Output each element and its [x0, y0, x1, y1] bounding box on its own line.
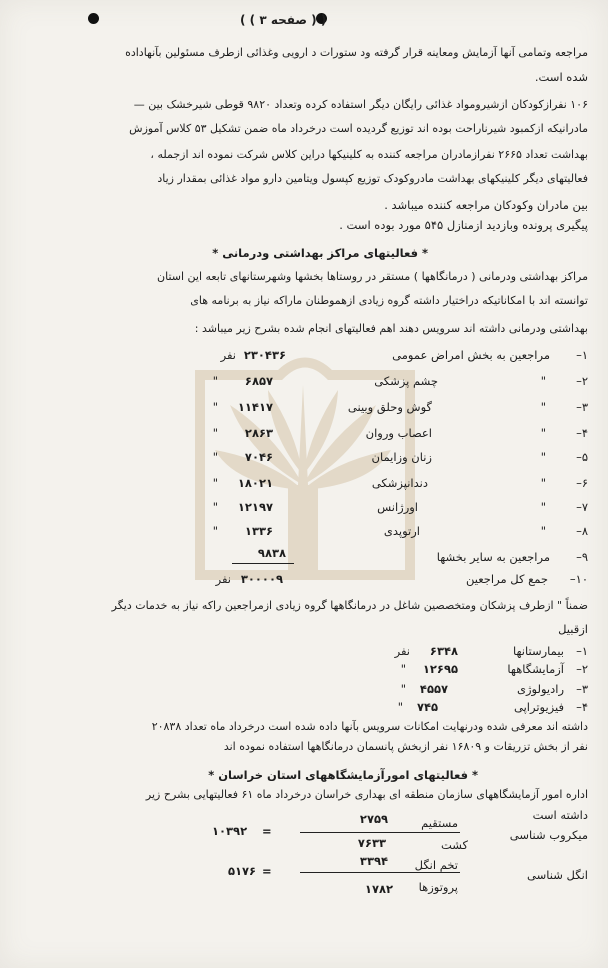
stat-ditto: " — [540, 400, 546, 414]
stat-value: ۱۲۱۹۷ — [237, 500, 273, 514]
service-label: فیزیوتراپی — [514, 700, 564, 714]
paragraph-line: پیگیری پرونده وبازدید ازمنازل ۵۴۵ مورد بوده است . — [339, 218, 588, 232]
stat-ditto: " — [540, 500, 546, 514]
service-number: ۳– — [576, 682, 588, 696]
service-value: ۷۴۵ — [416, 700, 438, 714]
service-number: ۲– — [576, 662, 588, 676]
stat-value: ۶۸۵۷ — [244, 374, 273, 388]
micro-fraction-line — [300, 832, 460, 833]
stat-number: ۴– — [576, 426, 588, 440]
service-number: ۴– — [576, 700, 588, 714]
service-value: ۶۳۴۸ — [429, 644, 458, 658]
section-line: توانسته اند با امکاناتیکه دراختیار داشته گروه زیادی ازهموطنان ماراکه نیاز به برنامه های — [190, 294, 588, 307]
stat-value: ۹۸۳۸ — [257, 546, 286, 560]
stat-value: ۱۱۴۱۷ — [237, 400, 273, 414]
stat-ditto: " — [540, 426, 546, 440]
punch-hole-left-icon — [88, 13, 99, 24]
paragraph-line: ۱۰۶ نفرازکودکان ازشیرومواد غذائی رایگان دیگر استفاده کرده وتعداد ۹۸۲۰ قوطی شیرخشک بین — — [133, 98, 588, 111]
section-line: ضمناً " ازطرف پزشکان ومتخصصین شاغل در درمانگاهها گروه زیادی ازمراجعین راکه نیاز به خدمات دیگر — [111, 599, 588, 612]
stat-label: زنان وزایمان — [371, 450, 432, 464]
service-unit: " — [400, 682, 406, 696]
stat-unit: " — [212, 500, 218, 514]
stat-label: اعصاب وروان — [365, 426, 432, 440]
stat-label: دندانپزشکی — [371, 476, 428, 490]
micro-result: ۱۰۳۹۲ — [212, 824, 248, 838]
micro-bottom-label: کشت — [440, 838, 468, 852]
parasite-top-value: ۳۳۹۴ — [359, 854, 388, 868]
intro-line-2: شده است. — [534, 70, 588, 84]
micro-top-value: ۲۷۵۹ — [359, 812, 388, 826]
section-title-health-centers: * فعالیتهای مراکز بهداشتی ودرمانی * — [212, 246, 428, 260]
parasite-result: ۵۱۷۶ — [228, 864, 257, 878]
parasite-fraction-line — [300, 872, 460, 873]
paragraph-line: فعالیتهای دیگر کلینیکهای بهداشت مادروکودک توزیع کپسول ویتامین دارو مواد غذائی بمقدار زیاد — [157, 172, 588, 185]
stat-unit: " — [212, 426, 218, 440]
stat-value: ۱۸۰۲۱ — [237, 476, 273, 490]
service-value: ۴۵۵۷ — [419, 682, 448, 696]
total-underline — [232, 563, 294, 564]
service-unit: " — [400, 662, 406, 676]
stat-ditto: " — [540, 450, 546, 464]
stat-unit: " — [212, 476, 218, 490]
section-title-labs: * فعالیتهای امورآزمایشگاههای استان خراسان * — [208, 768, 478, 782]
parasite-label: انگل شناسی — [527, 868, 588, 882]
stat-value: ۲۸۶۳ — [244, 426, 273, 440]
stat-label: مراجعین به بخش امراض عمومی — [392, 348, 550, 362]
stat-unit: " — [212, 400, 218, 414]
service-unit: " — [397, 700, 403, 714]
section-line: بهداشتی ودرمانی داشته اند سرویس دهند اهم فعالیتهای انجام شده بشرح زیر میباشد : — [194, 322, 588, 335]
service-label: رادیولوژی — [516, 682, 564, 696]
stat-unit: " — [212, 374, 218, 388]
stat-value: ۳۰۰۰۰۹ — [240, 572, 283, 586]
stat-label: جمع کل مراجعین — [466, 572, 548, 586]
micro-bottom-value: ۷۶۳۳ — [357, 836, 386, 850]
parasite-bottom-value: ۱۷۸۲ — [364, 882, 393, 896]
stat-ditto: " — [540, 524, 546, 538]
stat-value: ۱۳۳۶ — [244, 524, 273, 538]
stat-label: اورژانس — [377, 500, 418, 514]
stat-unit: نفر — [215, 572, 231, 586]
stat-ditto: " — [540, 476, 546, 490]
section-line: مراکز بهداشتی ودرمانی ( درمانگاهها ) مستقر در روستاها بخشها وشهرستانهای تابعه این استان — [157, 270, 588, 283]
stat-number: ۷– — [576, 500, 588, 514]
stat-number: ۱– — [576, 348, 588, 362]
paragraph-line: مادرانیکه ازکمبود شیرناراحت بوده اند توزیع گردیده است درخرداد ماه ضمن تشکیل ۵۳ کلاس آموزش — [129, 122, 588, 135]
section-line: داشته اند معرفی شده ودرنهایت امکانات سرویس بآنها داده شده است درخرداد ماه تعداد ۲۰۸۳۸ — [151, 720, 588, 733]
intro-line-1: مراجعه وتمامی آنها آزمایش ومعاینه قرار گرفته ود ستورات د ارویی وغذائی ازطرف مسئولین بآنهاداده — [125, 46, 588, 59]
stat-number: ۱۰– — [569, 572, 588, 586]
micro-equals: = — [262, 824, 272, 838]
stat-number: ۸– — [576, 524, 588, 538]
stat-number: ۶– — [576, 476, 588, 490]
parasite-bottom-label: پروتوزها — [418, 880, 458, 894]
section-line: ازقبیل — [558, 622, 588, 636]
stat-label: ارتوپدی — [383, 524, 420, 538]
parasite-top-label: تخم انگل — [414, 858, 458, 872]
page-number-header: ( ( صفحه ۳ ) ) — [240, 13, 327, 27]
stat-label: چشم پزشکی — [374, 374, 438, 388]
section-line: نفر از بخش تزریقات و ۱۶۸۰۹ نفر ازبخش پانسمان درمانگاهها استفاده نموده اند — [223, 740, 588, 753]
stat-value: ۲۳۰۴۳۶ — [243, 348, 286, 362]
section-line: داشته است — [532, 808, 588, 822]
stat-unit: نفر — [220, 348, 236, 362]
paragraph-line: بین مادران وکودکان مراجعه کننده میباشد . — [384, 198, 588, 212]
section-line: اداره امور آزمایشگاههای سازمان منطقه ای بهداری خراسان درخرداد ماه ۶۱ فعالیتهایی بشرح زیر — [145, 788, 588, 801]
stat-ditto: " — [540, 374, 546, 388]
stat-unit: " — [212, 524, 218, 538]
stat-label: مراجعین به سایر بخشها — [436, 550, 550, 564]
stat-value: ۷۰۴۶ — [244, 450, 273, 464]
service-label: آزمایشگاهها — [507, 662, 564, 676]
stat-number: ۵– — [576, 450, 588, 464]
stat-number: ۹– — [576, 550, 588, 564]
service-value: ۱۲۶۹۵ — [422, 662, 458, 676]
stat-label: گوش وحلق وبینی — [347, 400, 432, 414]
micro-label: میکروب شناسی — [509, 828, 588, 842]
service-number: ۱– — [576, 644, 588, 658]
parasite-equals: = — [262, 864, 272, 878]
micro-top-label: مستقیم — [421, 816, 458, 830]
stat-number: ۳– — [576, 400, 588, 414]
stat-number: ۲– — [576, 374, 588, 388]
stat-unit: " — [212, 450, 218, 464]
service-unit: نفر — [394, 644, 410, 658]
service-label: بیمارستانها — [513, 644, 564, 658]
paragraph-line: بهداشت تعداد ۲۶۶۵ نفرازمادران مراجعه کننده به کلینیکها دراین کلاس شرکت نموده اند ازجمله ، — [150, 148, 588, 161]
